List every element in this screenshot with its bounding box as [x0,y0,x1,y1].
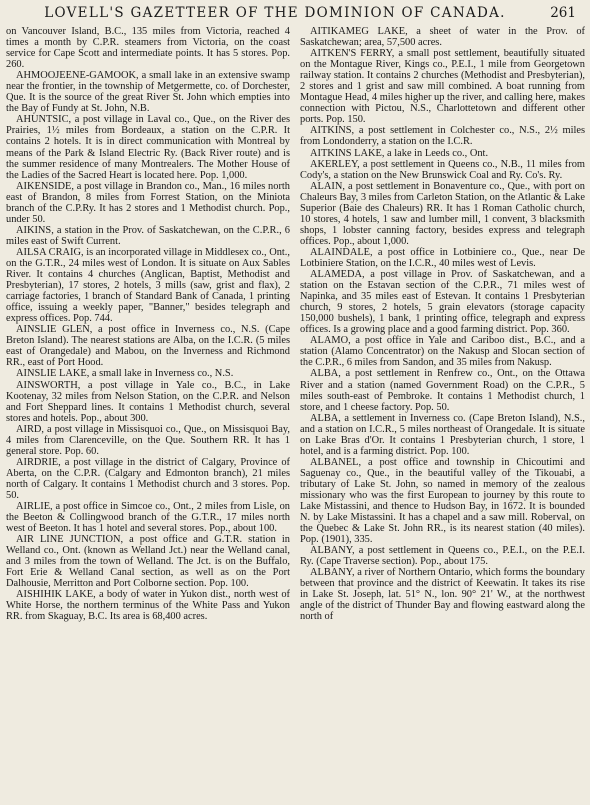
page-header [0,3,590,25]
entry-albany-river: ALBANY, a river of Northern Ontario, which forms the boundary between that province and the district of Keewatin. It takes its rise in Lake St. Joseph, lat. 51° N., lon. 90° 21' W., at the northwest angle of the district of Thunder Bay and flowing eastward along the north of [300,567,585,623]
entry-alba-inverness: ALBA, a settlement in Inverness co. (Cape Breton Island), N.S., and a station on I.C.R., 5 miles northeast of Orangedale. It is situate on Lake Bras d'Or. It contains 1 Presbyterian church, 1 store, 1 hotel, and is a farming district. Pop. 100. [300,412,585,457]
entry-aikins: AIKINS, a station in the Prov. of Saskatchewan, on the C.P.R., 6 miles east of Swift Current. [6,224,290,247]
entry-alameda: ALAMEDA, a post village in Prov. of Saskatchewan, and a station on the Estavan section of the C.P.R., 71 miles west of Napinka, and 35 miles east of Estevan. It contains 1 Presbyterian church, 9 stores, 2 hotels, 5 grain elevators (storage capacity 150,000 bushels), 1 bank, 1 printing office, telegraph and express offices. Is a growing place and a good farming district. Pop. 360. [300,269,585,336]
entry-albanel: ALBANEL, a post office and township in Chicoutimi and Saguenay co., Que., in the beautiful valley of the Tikouabi, a tributary of Lake St. John, so named in memory of the zealous missionary who was the first European to journey by this route to Lake Mistassini, and thence to Hudson Bay, in 1672. It is bounded N. by Lake Mistassini. It has a chapel and a saw mill. Roberval, on the Quebec & Lake St. John RR., is its nearest station (40 miles). Pop. (1901), 335. [300,456,585,546]
entry-ainslie-glen: AINSLIE GLEN, a post office in Inverness co., N.S. (Cape Breton Island). The nearest stations are Alba, on the I.C.R. (5 miles east of Orangedale) and Mabou, on the Inverness and Richmond RR., east of Port Hood. [6,324,290,369]
left-column [6,26,290,801]
entry-aitikameg-lake: AITIKAMEG LAKE, a sheet of water in the Prov. of Saskatchewan; area, 57,500 acres. [300,26,585,49]
running-title: LOVELL'S GAZETTEER OF THE DOMINION OF CANADA. [44,5,506,21]
entry-alain: ALAIN, a post settlement in Bonaventure co., Que., with port on Chaleurs Bay, 3 miles from Carleton Station, on the Atlantic & Lake Superior (Baie des Chaleurs) RR. It has 1 Roman Catholic church, 10 stores, 4 hotels, 1 saw and lumber mill, 1 convent, 3 blacksmith shops, 1 lobster canning factory, besides express and telegraph offices. Pop., about 1,000. [300,180,585,247]
entry-aitkins-lake: AITKINS LAKE, a lake in Leeds co., Ont. [310,147,489,159]
entry-airlie: AIRLIE, a post office in Simcoe co., Ont., 2 miles from Lisle, on the Beeton & Collingwood branch of the G.T.R., 17 miles north west of Beeton. It has 1 hotel and several stores. Pop., about 100. [6,501,290,535]
entry-continued: on Vancouver Island, B.C., 135 miles from Victoria, reached 4 times a month by C.P.R. steamers from Victoria, on the coast service for Cape Scott and intermediate points. It has 5 stores. Pop. 260. [6,26,290,71]
entry-albany-settlement: ALBANY, a post settlement in Queens co., P.E.I., on the P.E.I. Ry. (Cape Traverse section). Pop., about 175. [300,545,585,568]
entry-airdrie: AIRDRIE, a post village in the district of Calgary, Province of Aberta, on the C.P.R. (Calgary and Edmonton branch), 21 miles north of Calgary. It contains 1 Methodist church and 3 stores. Pop. 50. [6,456,290,501]
entry-aishihik-lake: AISHIHIK LAKE, a body of water in Yukon dist., north west of White Horse, the northern terminus of the White Pass and Yukon RR. from Skaguay, B.C. Its area is 68,400 acres. [6,589,290,623]
entry-ainsworth: AINSWORTH, a post village in Yale co., B.C., in Lake Kootenay, 32 miles from Nelson Station, on the C.P.R. and Nelson and Fort Sheppard lines. It contains 1 Methodist church, several stores and hotels. Pop., about 300. [6,379,290,424]
right-column [300,26,585,801]
page-number: 261 [550,5,576,21]
entry-alba-renfrew: ALBA, a post settlement in Renfrew co., Ont., on the Ottawa River and a station (named Government Road) on the C.P.R., 5 miles south-east of Pembroke. It contains 1 Methodist church, 1 store, and 1 cheese factory. Pop. 50. [300,368,585,413]
entry-ainslie-lake: AINSLIE LAKE, a small lake in Inverness co., N.S. [16,368,234,380]
entry-aird: AIRD, a post village in Missisquoi co., Que., on Missisquoi Bay, 4 miles from Clarenceville, on the Que. Southern RR. It has 1 general store. Pop. 60. [6,423,290,457]
entry-alaindale: ALAINDALE, a post office in Lotbiniere co., Que., near De Lotbiniere Station, on the I.C.R., 40 miles west of Levis. [300,246,585,269]
entry-air-line-junction: AIR LINE JUNCTION, a post office and G.T.R. station in Welland co., Ont. (known as Welland Jct.) near the Welland canal, and 3 miles from the town of Welland. The Jct. is on the Buffalo, Fort Erie & Welland Canal section, as well as on the Port Dalhousie, Merritton and Port Colborne section. Pop. 100. [6,534,290,590]
entry-akerley: AKERLEY, a post settlement in Queens co., N.B., 11 miles from Cody's, a station on the New Brunswick Coal and Ry. Co's. Ry. [300,158,585,181]
entry-alamo: ALAMO, a post office in Yale and Cariboo dist., B.C., and a station (Alamo Concentrator) on the Nakusp and Slocan section of the C.P.R., 6 miles from Sandon, and 35 miles from Nakusp. [300,335,585,369]
entry-ahuntsic: AHUNTSIC, a post village in Laval co., Que., on the River des Prairies, 1½ miles from Bordeaux, a station on the C.P.R. It contains 2 hotels. It is in direct communication with Montreal by means of the Park & Island Electric Ry. (Back River route) and is the summer residence of many Montrealers. The Mother House of the Ladies of the Sacred Heart is located here. Pop. 1,000. [6,114,290,181]
entry-aitkins: AITKINS, a post settlement in Colchester co., N.S., 2½ miles from Londonderry, a station on the I.C.R. [300,125,585,148]
entry-aitkens-ferry: AITKEN'S FERRY, a small post settlement, beautifully situated on the Montague River, Kings co., P.E.I., 1 mile from Georgetown railway station. It contains 2 churches (Methodist and Presbyterian), 2 stores and 1 grist and saw mill combined. A boat running from Montague Head, 4 miles higher up the river, and calling here, makes connection with Pictou, N.S., Charlottetown and different other ports. Pop. 150. [300,48,585,126]
entry-ailsa-craig: AILSA CRAIG, is an incorporated village in Middlesex co., Ont., on the G.T.R., 24 miles west of London. It is situate on Aux Sables River. It contains 4 churches (Anglican, Baptist, Methodist and Presbyterian), 17 stores, 2 hotels, 3 mills (saw, grist and flax), 2 carriage factories, 1 branch of Standard Bank of Canada, 1 printing office, issuing a weekly paper, "Banner," besides telegraph and express offices. Pop. 744. [6,246,290,325]
entry-ahmoojeene-gamook: AHMOOJEENE-GAMOOK, a small lake in an extensive swamp near the frontier, in the township of Metgermette, co. of Dorchester, Que. It is the source of the great River St. John which empties into the Bay of Fundy at St. John, N.B. [6,70,290,115]
entry-aikenside: AIKENSIDE, a post village in Brandon co., Man., 16 miles north east of Brandon, 8 miles from Forrest Station, on the Miniota branch of the C.P.Ry. It has 2 stores and 1 Methodist church. Pop., under 50. [6,180,290,225]
